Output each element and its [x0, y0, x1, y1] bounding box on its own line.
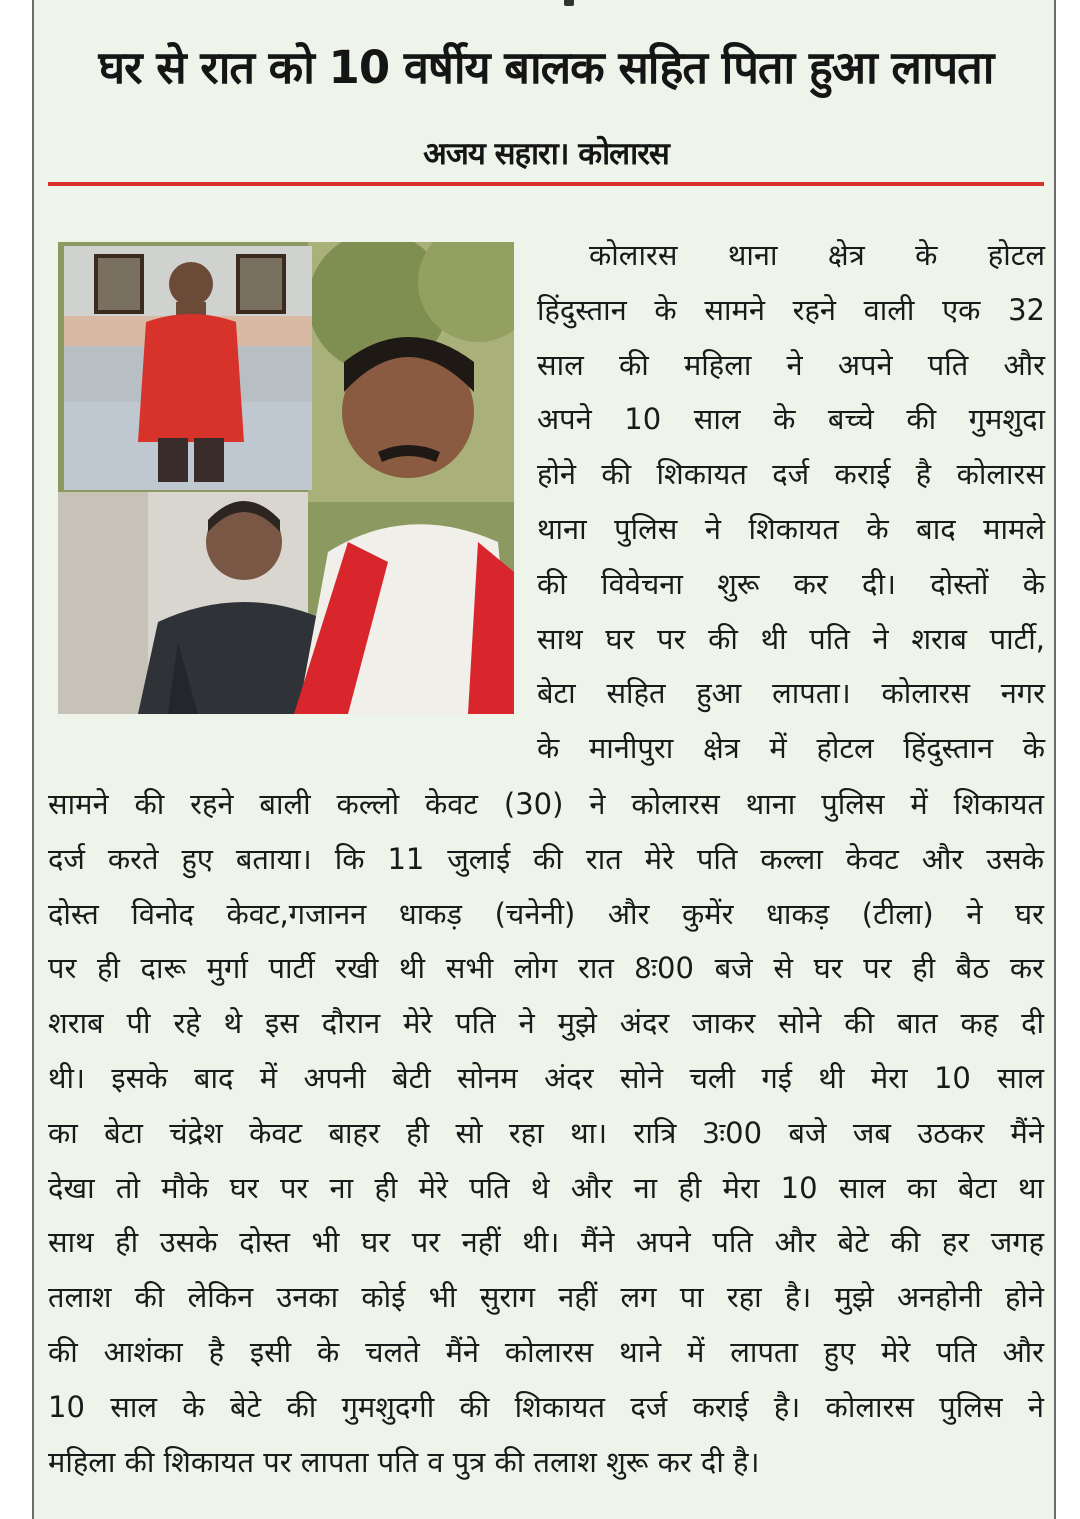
body-line: थाना पुलिस ने शिकायत के बाद मामले	[537, 511, 1045, 546]
body-line: होने की शिकायत दर्ज कराई है कोलारस	[537, 457, 1045, 492]
body-line: बेटा सहित हुआ लापता। कोलारस नगर	[537, 676, 1045, 711]
body-line: अपने 10 साल के बच्चे की गुमशुदा	[537, 402, 1045, 437]
article-frame	[32, 0, 1056, 1519]
body-line: देखा तो मौके घर पर ना ही मेरे पति थे और ना ही मेरा 10 साल का बेटा था	[48, 1170, 1044, 1205]
body-line: तलाश की लेकिन उनका कोई भी सुराग नहीं लग पा रहा है। मुझे अनहोनी होने	[48, 1280, 1044, 1315]
body-line: साथ ही उसके दोस्त भी घर पर नहीं थी। मैंने अपने पति और बेटे की हर जगह	[48, 1225, 1044, 1260]
body-line-last: महिला की शिकायत पर लापता पति व पुत्र की तलाश शुरू कर दी है।	[48, 1444, 760, 1479]
body-line: की आशंका है इसी के चलते मैंने कोलारस थाने में लापता हुए मेरे पति और	[48, 1334, 1044, 1369]
body-line: शराब पी रहे थे इस दौरान मेरे पति ने मुझे अंदर जाकर सोने की बात कह दी	[48, 1006, 1044, 1041]
body-line: दर्ज करते हुए बताया। कि 11 जुलाई की रात मेरे पति कल्ला केवट और उसके	[48, 841, 1044, 876]
body-line: 10 साल के बेटे की गुमशुदगी की शिकायत दर्ज कराई है। कोलारस पुलिस ने	[48, 1389, 1044, 1424]
body-line: सामने की रहने बाली कल्लो केवट (30) ने कोलारस थाना पुलिस में शिकायत	[48, 787, 1044, 821]
body-line: के मानीपुरा क्षेत्र में होटल हिंदुस्तान के	[537, 731, 1045, 766]
body-line: की विवेचना शुरू कर दी। दोस्तों के	[537, 566, 1045, 601]
top-mark	[564, 0, 574, 6]
headline-rule	[48, 182, 1044, 186]
article-body-full-width	[48, 777, 1044, 1489]
body-line: थी। इसके बाद में अपनी बेटी सोनम अंदर सोने चली गई थी मेरा 10 साल	[48, 1060, 1044, 1095]
body-line: पर ही दारू मुर्गा पार्टी रखी थी सभी लोग रात 8ः00 बजे से घर पर ही बैठ कर	[48, 951, 1044, 986]
byline: अजय सहारा। कोलारस	[423, 136, 669, 172]
body-line: का बेटा चंद्रेश केवट बाहर ही सो रहा था। रात्रि 3ः00 बजे जब उठकर मैंने	[48, 1115, 1044, 1150]
body-line: दोस्त विनोद केवट,गजानन धाकड़ (चनेनी) और कुमेंर धाकड़ (टीला) ने घर	[48, 896, 1044, 931]
article-body-right-column	[537, 228, 1045, 776]
photo-collage-graphic	[58, 242, 514, 714]
headline: घर से रात को 10 वर्षीय बालक सहित पिता हुआ लापता	[98, 41, 994, 94]
body-line: कोलारस थाना क्षेत्र के होटल	[589, 238, 1045, 272]
article-photo	[58, 242, 514, 714]
body-line: साल की महिला ने अपने पति और	[537, 347, 1045, 382]
body-line: हिंदुस्तान के सामने रहने वाली एक 32	[537, 292, 1045, 327]
body-line: साथ घर पर की थी पति ने शराब पार्टी,	[537, 621, 1045, 656]
